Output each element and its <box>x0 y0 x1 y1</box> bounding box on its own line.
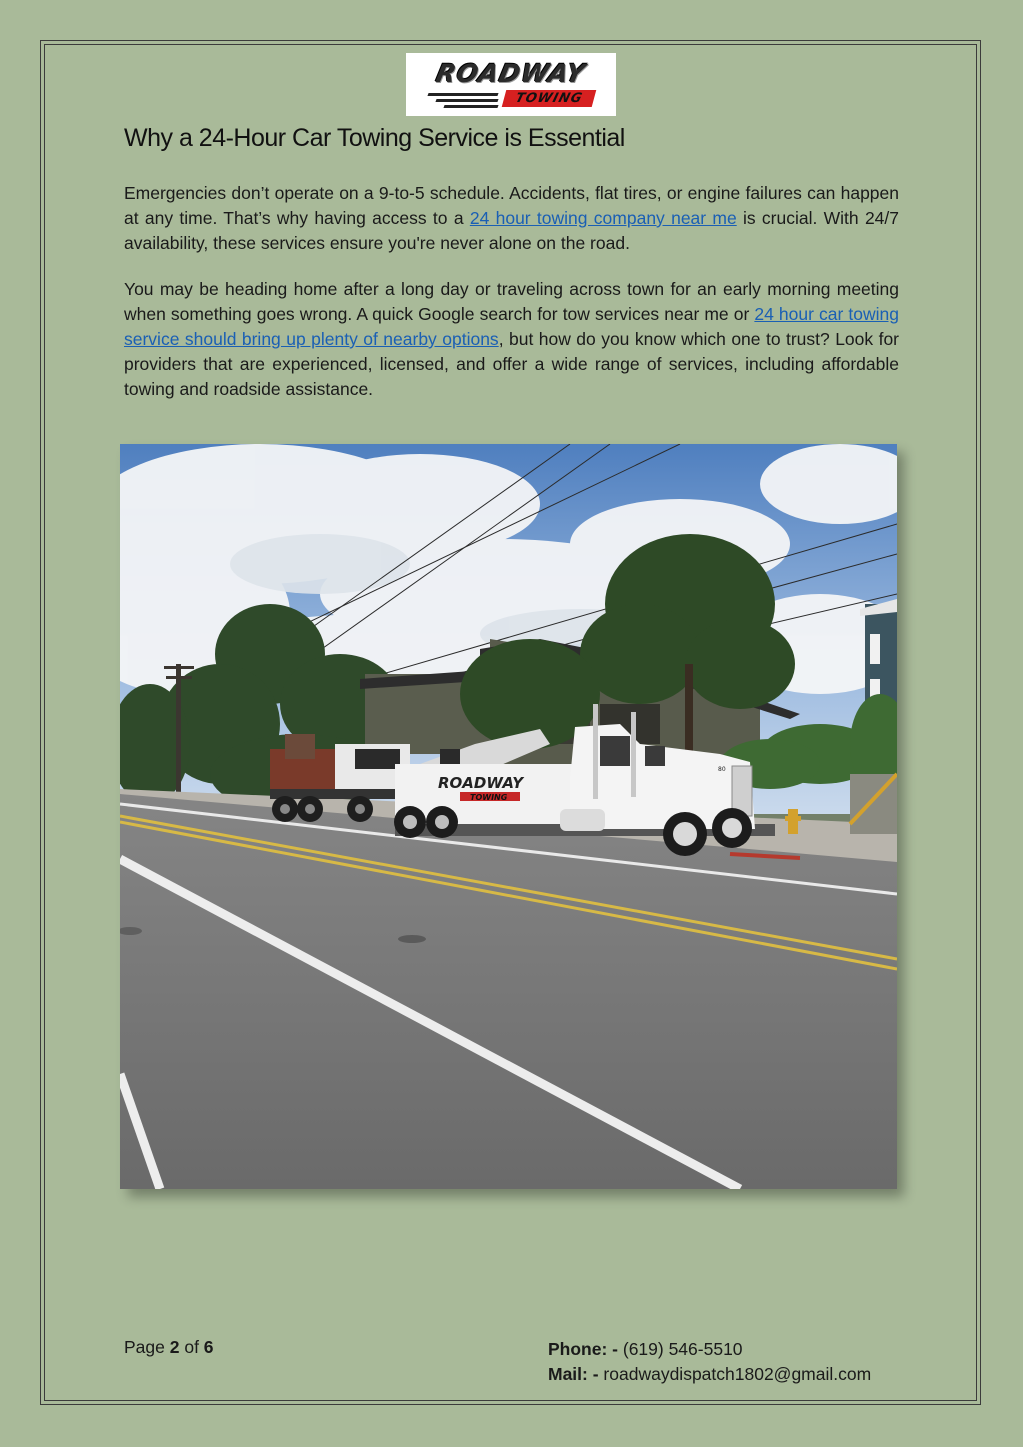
mail-line <box>548 1362 871 1387</box>
truck-logo-text-2: TOWING <box>470 793 508 802</box>
phone-line <box>548 1337 871 1362</box>
page-title: Why a 24-Hour Car Towing Service is Essential <box>124 124 625 152</box>
page-current: 2 <box>169 1337 180 1357</box>
truck-number: 80 <box>718 766 726 773</box>
paragraph-text: , but how do you know which one to trust? Look for providers that are experienced, licensed, and offer a wide range of services, including affordable towing and roadside assistance. <box>124 329 899 399</box>
towing-company-link[interactable]: 24 hour towing company near me <box>469 208 737 228</box>
logo-streak <box>435 99 498 102</box>
phone-value: (619) 546-5510 <box>618 1339 743 1359</box>
tow-truck-street-scene <box>120 444 897 1189</box>
paragraph-text: You may be heading home after a long day or traveling across town for an early morning meeting when something goes wrong. A quick Google search for tow services near me or <box>124 279 899 324</box>
tow-truck-photo <box>120 444 897 1189</box>
paragraph-emergencies <box>124 181 899 256</box>
logo-word-towing: TOWING <box>502 90 597 107</box>
page-mid: of <box>179 1337 204 1357</box>
contact-info <box>548 1337 871 1387</box>
towing-service-link[interactable]: 24 hour car towing service should bring up plenty of nearby options <box>124 304 899 349</box>
paragraph-heading-home <box>124 277 899 402</box>
mail-value: roadwaydispatch1802@gmail.com <box>598 1364 872 1384</box>
roadway-towing-logo <box>406 53 616 116</box>
paragraph-text: Emergencies don’t operate on a 9-to-5 schedule. Accidents, flat tires, or engine failures can happen at any time. That’s why having access to a <box>124 183 899 228</box>
truck-logo-text: ROADWAY <box>438 774 524 792</box>
logo-word-roadway: ROADWAY <box>433 59 589 88</box>
page-prefix: Page <box>124 1337 170 1357</box>
phone-label: Phone: - <box>548 1339 618 1359</box>
paragraph-text: is crucial. With 24/7 availability, these services ensure you're never alone on the road. <box>124 208 900 253</box>
logo-streak <box>427 93 498 96</box>
page-total: 6 <box>203 1337 214 1357</box>
page-number <box>124 1337 214 1358</box>
logo-streak <box>443 105 498 108</box>
mail-label: Mail: - <box>548 1364 599 1384</box>
